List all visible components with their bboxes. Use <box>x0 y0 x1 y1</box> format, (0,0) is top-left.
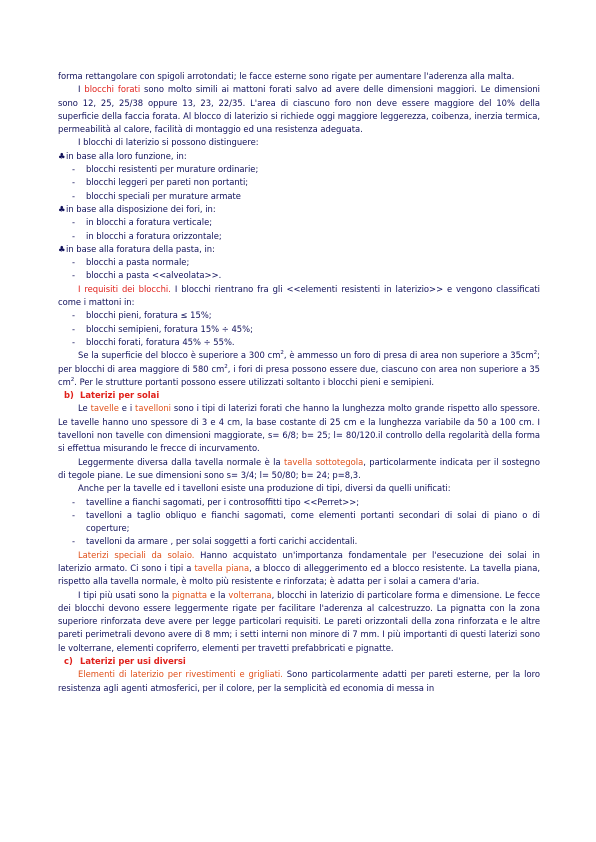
text: Hanno acquistato un'importanza fondamentale per l'esecuzione dei solai in laterizio armato. Ci sono i tipi a <box>58 549 540 573</box>
term-blocchi-forati: blocchi forati <box>84 84 141 95</box>
list-item-text: blocchi pieni, foratura ≤ 15%; <box>86 310 212 321</box>
list-item <box>58 323 540 336</box>
list-item <box>58 269 540 282</box>
list-item <box>58 230 540 243</box>
section-number: c) <box>64 656 73 667</box>
list-item <box>58 336 540 349</box>
text: Leggermente diversa dalla tavella normale è la <box>78 456 284 467</box>
text: Se la superficie del blocco è superiore a 300 cm <box>78 350 281 361</box>
list-item-text: in blocchi a foratura verticale; <box>86 217 213 228</box>
dash-icon: - <box>72 536 76 547</box>
dash-icon: - <box>72 336 76 347</box>
club-icon: ♣ <box>58 243 66 254</box>
term-tavella-sottotegola: tavella sottotegola <box>284 456 364 467</box>
text: I blocchi rientrano fra gli <<elementi resistenti in laterizio>> e vengono classificati come i mattoni in: <box>58 283 540 308</box>
text: , blocchi in laterizio di particolare forma e dimensione. Le fecce dei blocchi devono essere leggermente rigate per facilitare l'aderenza al calcestruzzo. La pignatta con la zona superiore rinforzata deve avere per legge particolari requisiti. Le pareti orizzontali della zona rinforzata e le altre pareti perimetrali devono avere di 8 mm; i setti interni non minore di 7 mm. I più importanti di questi laterizi sono le volterrane, elementi copriferro, elementi per travetti prefabbricati e pignatte. <box>58 589 540 653</box>
list-item-text: tavelloni da armare , per solai soggetti a forti carichi accidentali. <box>86 536 358 547</box>
dash-icon: - <box>72 164 76 175</box>
list-item-text: blocchi resistenti per murature ordinarie; <box>86 164 259 175</box>
bullet-text: in base alla disposizione dei fori, in: <box>66 203 216 214</box>
dash-icon: - <box>72 177 76 188</box>
text: , i fori di presa possono essere due, ciascuno con area non superiore a 35 cm <box>58 363 541 387</box>
text: . Per le strutture portanti possono essere utilizzati soltanto i blocchi pieni e semipieni. <box>74 376 435 387</box>
paragraph <box>58 668 540 695</box>
section-number: b) <box>64 390 74 401</box>
list-item-text: in blocchi a foratura orizzontale; <box>86 230 222 241</box>
paragraph <box>58 83 540 136</box>
section-heading-c <box>58 655 540 668</box>
dash-icon: - <box>72 257 76 268</box>
list-item <box>58 496 540 509</box>
term-requisiti: I requisiti dei blocchi. <box>78 283 171 294</box>
list-item-text: tavelloni a taglio obliquo e fianchi sagomati, come elementi portanti secondari di solai di piano o di coperture; <box>86 509 540 534</box>
superscript: 2 <box>70 377 75 384</box>
term-tavelle: tavelle <box>90 403 119 414</box>
text: e i <box>118 403 136 414</box>
term-tavella-piana: tavella piana <box>194 562 250 573</box>
list-item-text: blocchi semipieni, foratura 15% ÷ 45%; <box>86 323 253 334</box>
list-item-text: blocchi a pasta normale; <box>86 257 190 268</box>
text: ; per blocchi di area maggiore di 580 cm <box>58 350 540 374</box>
paragraph <box>58 349 540 389</box>
text: I tipi più usati sono la <box>78 589 172 600</box>
list-item <box>58 190 540 203</box>
dash-icon: - <box>72 509 76 520</box>
paragraph: Anche per la tavelle ed i tavelloni esiste una produzione di tipi, diversi da quelli unificati: <box>78 483 451 494</box>
superscript: 2 <box>533 350 538 357</box>
list-item <box>58 256 540 269</box>
club-bullet <box>58 243 540 256</box>
list-item <box>58 216 540 229</box>
text: sono molto simili ai mattoni forati salvo ad avere delle dimensioni maggiori. Le dimensioni sono 12, 25, 25/38 oppure 13, 23, 22/35. L'area di ciascuno foro non deve essere maggiore del 10% della superficie della faccia forata. Al blocco di laterizio si richiede oggi maggiore leggerezza, coibenza, inerzia termica, permeabilità al calore, facilità di montaggio ed una resistenza adeguata. <box>58 84 540 135</box>
list-item <box>58 509 540 536</box>
dash-icon: - <box>72 270 76 281</box>
dash-icon: - <box>72 310 76 321</box>
paragraph <box>58 283 540 310</box>
dash-icon: - <box>72 496 76 507</box>
list-item-text: blocchi a pasta <<alveolata>>. <box>86 270 222 281</box>
list-item <box>58 309 540 322</box>
dash-icon: - <box>72 230 76 241</box>
section-title: Laterizi per solai <box>80 390 160 401</box>
section-heading-b <box>58 389 540 402</box>
term-rivestimenti: Elementi di laterizio per rivestimenti e grigliati. <box>78 669 283 680</box>
text: e la <box>207 589 229 600</box>
text: Sono particolarmente adatti per pareti esterne, per la loro resistenza agli agenti atmosferici, per il colore, per la semplicità ed economia di messa in <box>58 669 540 693</box>
term-laterizi-speciali: Laterizi speciali da solaio. <box>78 549 195 560</box>
club-bullet <box>58 150 540 163</box>
text: , a blocco di alleggerimento ed a blocco resistente. La tavella piana, rispetto alla tavella normale, è molto più resistente e rinforzata; è adatta per i solai a camera d'aria. <box>58 562 540 587</box>
list-item <box>58 535 540 548</box>
club-icon: ♣ <box>58 150 66 161</box>
paragraph <box>58 456 540 483</box>
list-item-text: blocchi speciali per murature armate <box>86 190 241 201</box>
list-item-text: blocchi forati, foratura 45% ÷ 55%. <box>86 336 235 347</box>
bullet-text: in base alla foratura della pasta, in: <box>66 243 215 254</box>
dash-icon: - <box>72 323 76 334</box>
paragraph <box>58 549 540 589</box>
term-tavelloni: tavelloni <box>135 403 171 414</box>
text: I <box>78 84 85 95</box>
section-title: Laterizi per usi diversi <box>80 656 186 667</box>
list-item-text: tavelline a fianchi sagomati, per i controsoffitti tipo <<Perret>>; <box>86 496 360 507</box>
text: , è ammesso un foro di presa di area non superiore a 35cm <box>283 350 534 361</box>
text: , particolarmente indicata per il sostegno di tegole piane. Le sue dimensioni sono s= 3/4; l= 50/80; b= 24; p=8,3. <box>58 456 540 480</box>
paragraph <box>58 589 540 655</box>
document-page <box>58 70 540 695</box>
club-icon: ♣ <box>58 203 66 214</box>
club-bullet <box>58 203 540 216</box>
text: Le <box>78 403 91 414</box>
paragraph <box>58 402 540 455</box>
list-item <box>58 163 540 176</box>
paragraph: I blocchi di laterizio si possono distinguere: <box>78 137 259 148</box>
list-item <box>58 176 540 189</box>
term-volterrana: volterrana <box>228 589 272 600</box>
bullet-text: in base alla loro funzione, in: <box>66 150 187 161</box>
dash-icon: - <box>72 190 76 201</box>
term-pignatta: pignatta <box>171 589 208 600</box>
superscript: 2 <box>280 350 284 357</box>
text: sono i tipi di laterizi forati che hanno la lunghezza molto grande rispetto allo spessore. Le tavelle hanno uno spessore di 3 e 4 cm, la base costante di 25 cm e la lunghezza variabile da 50 a 100 cm. I tavelloni non tavelle con dimensioni maggiorate, s= 6/8; b= 25; l= 80/120.il controllo della regolarità della forma si effettua misurando le frecce di incurvamento. <box>58 403 541 454</box>
list-item-text: blocchi leggeri per pareti non portanti; <box>86 177 249 188</box>
dash-icon: - <box>72 217 76 228</box>
superscript: 2 <box>224 363 228 370</box>
paragraph: forma rettangolare con spigoli arrotondati; le facce esterne sono rigate per aumentare l'aderenza alla malta. <box>58 71 515 81</box>
